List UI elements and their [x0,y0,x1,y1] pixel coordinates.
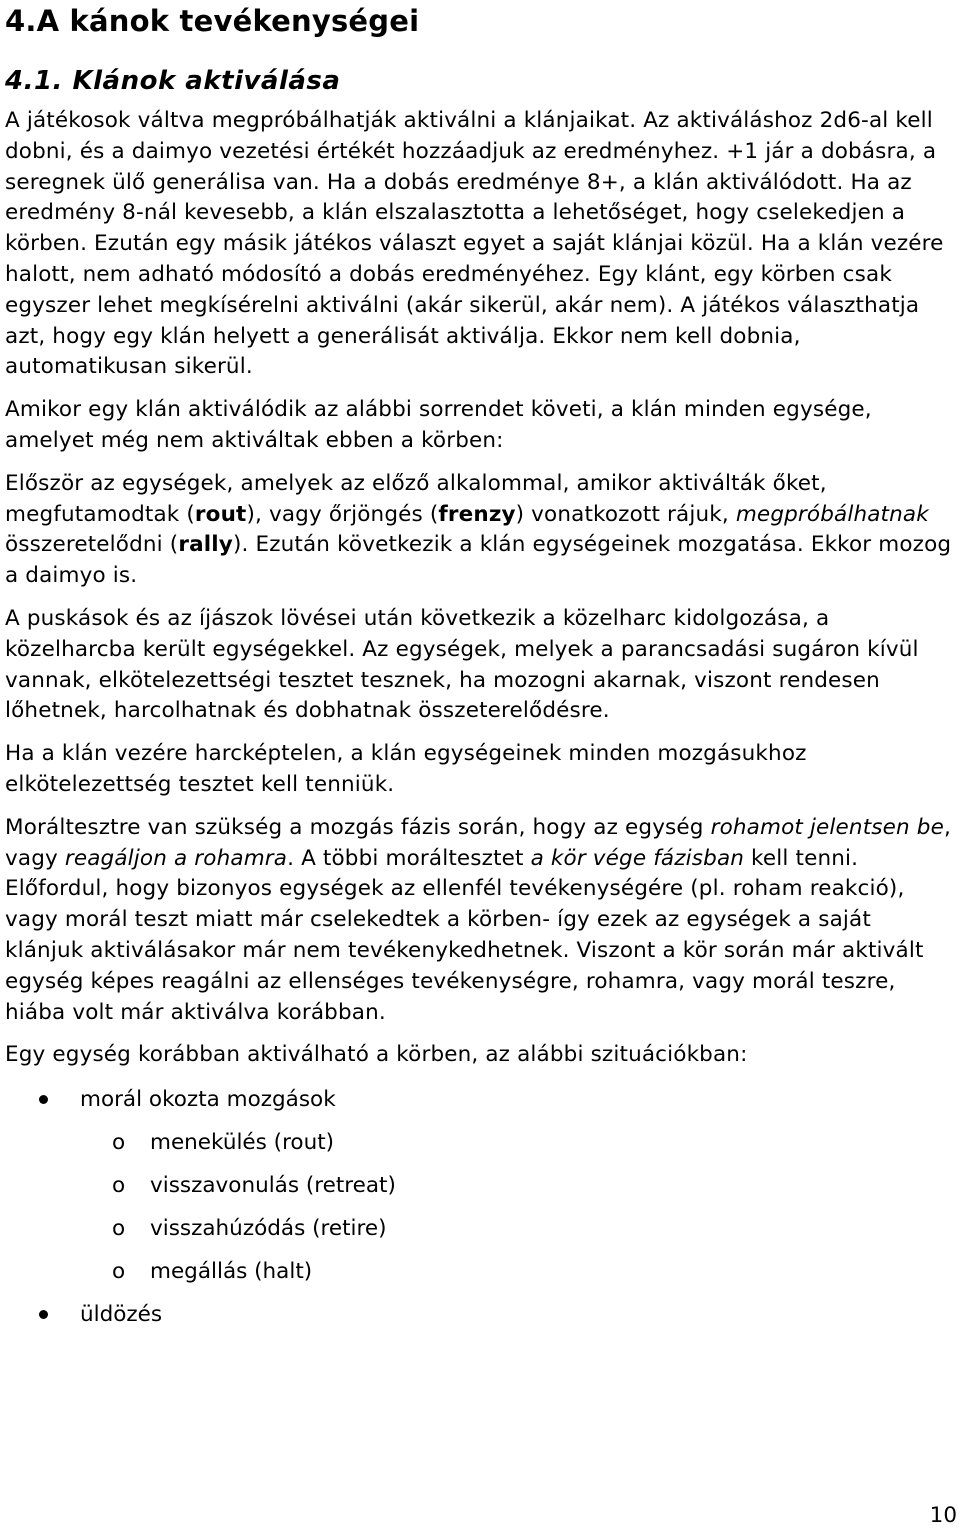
paragraph-activation-rules: A játékosok váltva megpróbálhatják aktiválni a klánjaikat. Az aktiváláshoz 2d6-al kell dobni, és a daimyo vezetési értékét hozzáadjuk az eredményhez. +1 jár a dobásra, a seregnek ülő generálisa van. Ha a dobás eredménye 8+, a klán aktiválódott. Ha az eredmény 8-nál kevesebb, a klán elszalasztotta a lehetőséget, hogy cselekedjen a körben. Ezután egy másik játékos választ egyet a saját klánjai közül. Ha a klán vezére halott, nem adható módosító a dobás eredményéhez. Egy klánt, egy körben csak egyszer lehet megkísérelni aktiválni (akár sikerül, akár nem). A játékos választhatja azt, hogy egy klán helyett a generálisát aktiválja. Ekkor nem kell dobnia, automatikusan sikerül. [5,108,944,380]
document-page [5,0,955,1330]
text-run: ), vagy őrjöngés ( [246,501,439,527]
emphasis-text: a kör vége fázisban [530,845,745,871]
emphasis-text: rohamot jelentsen be [710,814,944,840]
emphasis-text: reagáljon a rohamra [64,845,288,871]
sub-list-item [75,1128,955,1158]
bullet-icon [39,1310,48,1319]
section-heading: 4.1. Klánok aktiválása [5,66,341,96]
page-number: 10 [929,1503,957,1528]
paragraph-activation-order: Amikor egy klán aktiválódik az alábbi sorrendet követi, a klán minden egysége, amelyet még nem aktiváltak ebben a körben: [5,397,872,453]
list-item [5,1085,955,1287]
paragraph-morale-tests [5,813,955,1029]
circle-bullet-icon: o [112,1259,126,1285]
sub-list-item-label: megállás (halt) [150,1259,313,1285]
text-run: . A többi moráltesztet [287,845,531,871]
sub-list-item-label: menekülés (rout) [150,1130,335,1156]
list-item-label: üldözés [80,1302,163,1328]
sub-list [80,1128,955,1287]
sub-list-item-label: visszahúzódás (retire) [150,1216,387,1242]
sub-list-item [75,1257,955,1287]
list-item-label: morál okozta mozgások [80,1087,336,1113]
term-rally: rally [178,532,233,558]
text-run: ) vonatkozott rájuk, [515,501,736,527]
text-run: kell tenni. Előfordul, hogy bizonyos egységek az ellenfél tevékenységére (pl. roham reakció), vagy morál teszt miatt már cselekedtek a körben- így ezek az egységek a saját klánjuk aktiválásakor már nem tevékenykedhetnek. Viszont a kör során már aktivált egység képes reagálni az ellenséges tevékenységre, rohamra, vagy morál teszre, hiába volt már aktiválva korábban. [5,845,924,1025]
sub-list-item [75,1214,955,1244]
paragraph-rally-and-move [5,469,955,592]
term-rout: rout [194,501,247,527]
text-run: Először az egységek, amelyek az előző alkalommal, amikor aktiválták őket, megfutamodtak ( [5,470,827,527]
situations-list [5,1085,955,1330]
text-run: Moráltesztre van szükség a mozgás fázis során, hogy az egység [5,814,711,840]
emphasis-text: megpróbálhatnak [735,501,929,527]
list-item [5,1300,955,1330]
circle-bullet-icon: o [112,1216,126,1242]
term-frenzy: frenzy [438,501,516,527]
sub-list-item-label: visszavonulás (retreat) [150,1173,396,1199]
text-run: összeretelődni ( [5,532,179,558]
chapter-heading: 4.A kánok tevékenységei [5,4,420,38]
text-run: , vagy [5,814,951,871]
paragraph-shooting-melee: A puskások és az íjászok lövései után következik a közelharc kidolgozása, a közelharcba került egységekkel. Az egységek, melyek a parancsadási sugáron kívül vannak, elkötelezettségi tesztet tesznek, ha mozogni akarnak, viszont rendesen lőhetnek, harcolhatnak és dobhatnak összeterelődésre. [5,605,919,724]
circle-bullet-icon: o [112,1130,126,1156]
sub-list-item [75,1171,955,1201]
circle-bullet-icon: o [112,1173,126,1199]
paragraph-leader-incapacitated: Ha a klán vezére harcképtelen, a klán egységeinek minden mozgásukhoz elkötelezettség tesztet kell tenniük. [5,741,807,797]
bullet-icon [39,1095,48,1104]
text-run: ). Ezután következik a klán egységeinek mozgatása. Ekkor mozog a daimyo is. [5,532,952,589]
paragraph-early-activation: Egy egység korábban aktiválható a körben, az alábbi szituációkban: [5,1042,748,1068]
